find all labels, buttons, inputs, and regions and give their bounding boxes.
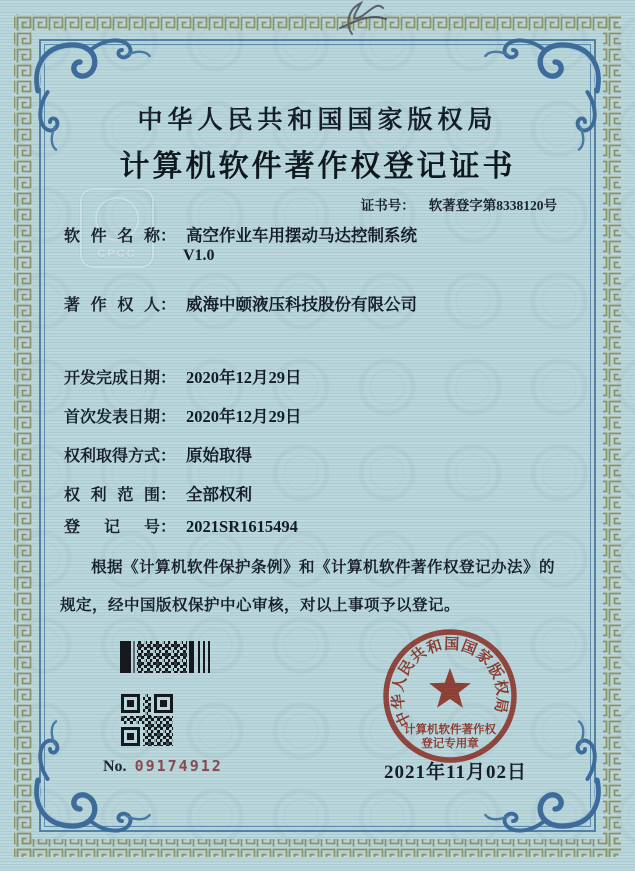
field-row-first-publish-date [64,403,302,427]
field-value-registration-number: 2021SR1615494 [186,517,298,536]
field-value-copyright-owner: 威海中颐液压科技股份有限公司 [186,295,418,314]
field-row-copyright-owner [64,291,417,315]
seal-ring-text: 中华人民共和国国家版权局 [390,636,510,729]
field-colon: ： [160,448,177,465]
field-colon: ： [160,297,177,314]
field-value-rights-scope: 全部权利 [186,485,253,504]
field-colon: ： [160,519,177,536]
field-label: 权利范围 [64,487,160,504]
serial-number-line [103,757,223,776]
field-colon: ： [160,409,177,426]
field-value-dev-complete-date: 2020年12月29日 [186,368,302,387]
serial-prefix: No. [103,758,127,775]
field-row-rights-acquisition [64,442,252,466]
qr-code [121,694,173,751]
field-label: 开发完成日期 [64,370,161,387]
statement-line-2: 规定，经中国版权保护中心审核，对以上事项予以登记。 [60,597,461,614]
star-icon [429,668,471,708]
field-row-rights-scope [64,481,252,505]
issuing-authority-title: 中华人民共和国国家版权局 [137,107,498,134]
serial-number: 09174912 [134,757,223,775]
field-value-software-version: V1.0 [183,247,215,264]
field-colon: ： [160,370,177,387]
registration-statement [60,549,579,625]
field-label: 著作权人 [64,297,160,314]
issue-date: 2021年11月02日 [384,762,527,783]
field-label: 登记号 [64,519,160,536]
field-value-software-name: 高空作业车用摆动马达控制系统 [186,226,418,245]
field-value-first-publish-date: 2020年12月29日 [186,407,302,426]
seal-text-line1: 计算机软件著作权 [404,724,496,736]
field-label: 首次发表日期 [64,409,161,426]
field-label: 软件名称 [64,228,160,245]
cpcc-watermark-text: CPCC [97,248,137,260]
field-colon: ： [160,228,177,245]
certificate-title: 计算机软件著作权登记证书 [119,150,516,183]
field-row-dev-complete-date [64,364,302,388]
field-row-software-name [64,222,417,246]
field-colon: ： [160,487,177,504]
field-value-rights-acquisition: 原始取得 [186,446,253,465]
field-label: 权利取得方式 [64,448,161,465]
certificate-number-value: 软著登字第8338120号 [428,198,557,213]
certificate-number-line [361,194,557,214]
seal-text-line2: 登记专用章 [421,738,479,750]
barcode [120,641,213,678]
official-seal [380,626,520,771]
certificate-number-label: 证书号： [360,198,415,213]
statement-line-1: 根据《计算机软件保护条例》和《计算机软件著作权登记办法》的 [91,559,556,576]
field-row-registration-number [64,514,298,537]
